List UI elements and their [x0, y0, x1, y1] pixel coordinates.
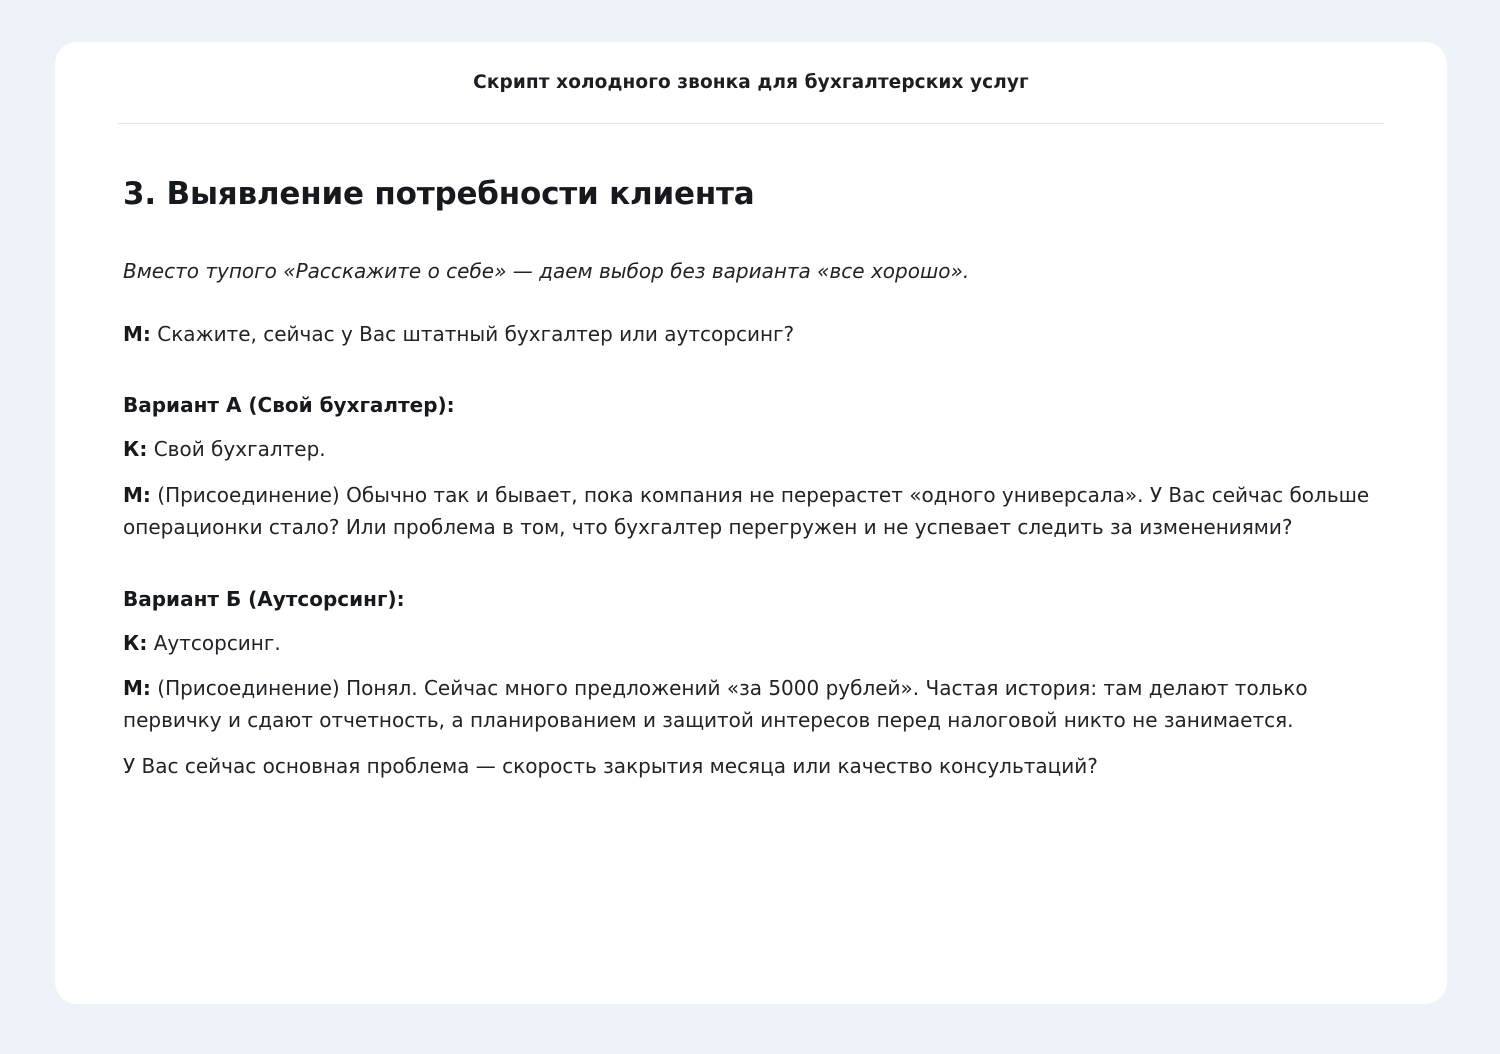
speaker-manager: М: — [123, 482, 151, 507]
variant-b-manager-text: (Присоединение) Понял. Сейчас много предложений «за 5000 рублей». Частая история: там делают только первичку и сдают отчетность, а планированием и защитой интересов перед налоговой никто не занимается. — [123, 675, 1308, 733]
variant-a-client-text: Свой бухгалтер. — [147, 437, 326, 462]
speaker-manager: М: — [123, 675, 151, 700]
speaker-manager: М: — [123, 322, 151, 346]
title-divider — [118, 123, 1384, 124]
document-page — [55, 42, 1447, 1004]
variant-a-manager-line — [123, 479, 1382, 544]
speaker-client: К: — [123, 437, 148, 462]
variant-b-client-text: Аутсорсинг. — [147, 630, 281, 655]
variant-a-label: Вариант А (Свой бухгалтер): — [123, 393, 455, 418]
variant-b-label: Вариант Б (Аутсорсинг): — [123, 586, 405, 611]
variant-a-client-line — [123, 433, 1382, 465]
intro-note: Вместо тупого «Расскажите о себе» — даем выбор без варианта «все хорошо». — [123, 259, 970, 283]
opening-line — [123, 318, 1382, 350]
variant-b-client-line — [123, 627, 1382, 659]
variant-b-manager-line — [123, 672, 1382, 737]
document-content — [55, 176, 1447, 782]
speaker-client: К: — [123, 630, 148, 655]
document-title: Скрипт холодного звонка для бухгалтерских услуг — [473, 72, 1029, 93]
variant-b-followup-line: У Вас сейчас основная проблема — скорость закрытия месяца или качество консультаций? — [123, 753, 1098, 778]
variant-a-manager-text: (Присоединение) Обычно так и бывает, пока компания не перерастет «одного универсала». У Вас сейчас больше операционки стало? Или проблема в том, что бухгалтер перегружен и не успевает следить за изменениями? — [123, 482, 1370, 540]
section-heading: 3. Выявление потребности клиента — [123, 176, 755, 212]
opening-text: Скажите, сейчас у Вас штатный бухгалтер или аутсорсинг? — [150, 322, 795, 346]
